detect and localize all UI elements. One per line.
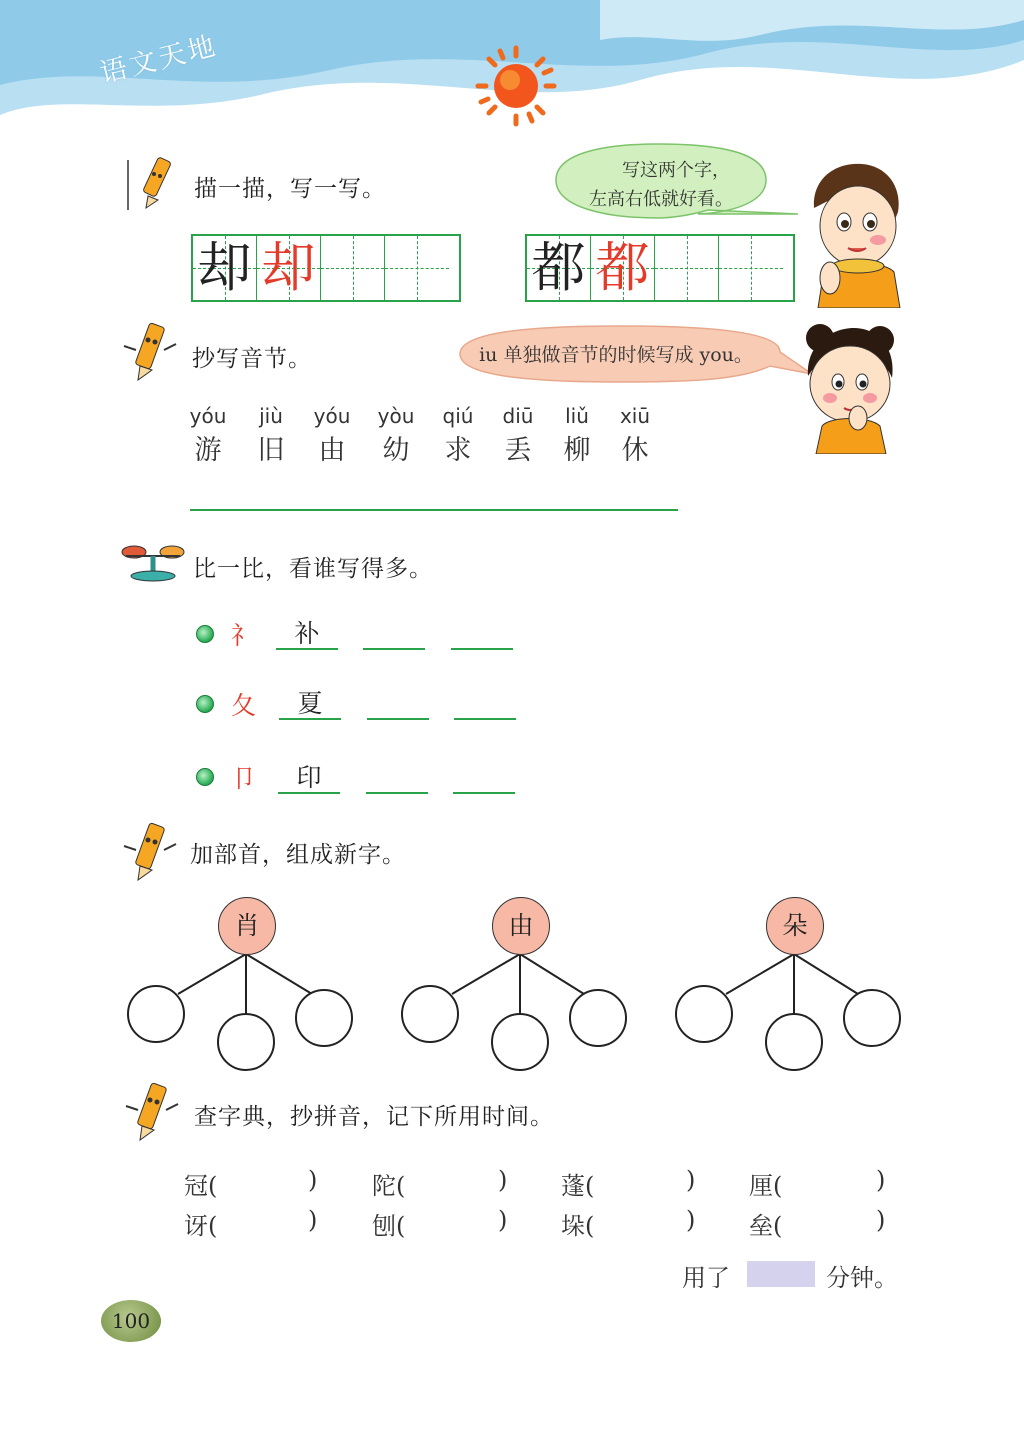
root-char-circle: 朵 [766, 897, 824, 955]
bullet-dot [196, 695, 214, 713]
dict-char: 蓬( [561, 1172, 595, 1200]
tracing-grid-dou [525, 234, 795, 302]
dict-close-paren: ) [308, 1166, 318, 1194]
example-char: 印 [278, 758, 340, 794]
pencil-character-icon [118, 320, 182, 384]
section2-title: 抄写音节。 [192, 346, 312, 372]
hanzi-char: 由 [318, 435, 346, 466]
answer-circle [402, 986, 458, 1042]
pinyin-label: yóu [189, 404, 227, 428]
girl-character-illustration [800, 318, 900, 454]
answer-circle [676, 986, 732, 1042]
copy-writing-line[interactable] [190, 509, 678, 511]
example-char: 夏 [279, 684, 341, 720]
boy-character-illustration [808, 160, 904, 308]
model-char: 却 [261, 236, 316, 299]
dict-char: 讶( [184, 1212, 218, 1240]
section4-title: 加部首，组成新字。 [190, 842, 406, 868]
bubble-line1: 写这两个字， [622, 160, 730, 181]
writing-cell[interactable] [385, 236, 449, 300]
time-suffix-label: 分钟。 [826, 1264, 898, 1292]
pinyin-label: diū [502, 404, 534, 428]
radical-label: 卩 [231, 764, 257, 793]
tracing-grid-que [191, 234, 461, 302]
hanzi-char: 丢 [504, 435, 532, 466]
answer-circle [218, 1014, 274, 1070]
answer-blank[interactable] [451, 614, 513, 650]
root-char-circle: 由 [492, 897, 550, 955]
dict-char: 厘( [749, 1172, 783, 1200]
answer-circle [570, 990, 626, 1046]
pencil-pen-icon [124, 152, 184, 212]
time-prefix-label: 用了 [682, 1264, 730, 1292]
hanzi-char: 幼 [382, 435, 410, 466]
answer-circle [766, 1014, 822, 1070]
radical-label: 夂 [231, 691, 257, 720]
pinyin-label: yòu [377, 404, 415, 428]
hanzi-char: 休 [621, 435, 649, 466]
dict-char: 刨( [372, 1212, 406, 1240]
dict-char: 垒( [749, 1212, 783, 1240]
pinyin-label: qiú [442, 404, 474, 428]
model-char: 都 [595, 236, 650, 299]
dict-char: 垛( [561, 1212, 595, 1240]
writing-cell[interactable] [655, 236, 719, 300]
answer-blank[interactable] [363, 614, 425, 650]
pencil-character-icon [118, 820, 182, 884]
dict-close-paren: ) [876, 1166, 886, 1194]
speech-bubble-iu: iu 单独做音节的时候写成 you。 [479, 344, 753, 366]
hanzi-char: 求 [444, 435, 472, 466]
root-char-circle: 肖 [218, 897, 276, 955]
dict-close-paren: ) [498, 1206, 508, 1234]
pinyin-label: liǔ [565, 404, 589, 428]
answer-circle [296, 990, 352, 1046]
page-number-badge: 100 [101, 1300, 161, 1342]
section1-title: 描一描，写一写。 [194, 176, 386, 202]
dict-close-paren: ) [686, 1166, 696, 1194]
example-char: 补 [276, 614, 338, 650]
answer-circle [844, 990, 900, 1046]
answer-blank[interactable] [454, 684, 516, 720]
pinyin-label: xiū [619, 404, 651, 428]
bullet-dot [196, 625, 214, 643]
hanzi-char: 游 [194, 435, 222, 466]
pinyin-label: yóu [313, 404, 351, 428]
answer-circle [492, 1014, 548, 1070]
dict-char: 陀( [372, 1172, 406, 1200]
section5-title: 查字典，抄拼音，记下所用时间。 [194, 1104, 554, 1130]
answer-blank[interactable] [367, 684, 429, 720]
pencil-character-icon [120, 1080, 184, 1144]
balance-scale-icon [120, 536, 186, 582]
writing-cell[interactable] [321, 236, 385, 300]
bullet-dot [196, 768, 214, 786]
sun-icon [474, 44, 558, 128]
dict-close-paren: ) [308, 1206, 318, 1234]
hanzi-char: 柳 [563, 435, 591, 466]
hanzi-char: 旧 [257, 435, 285, 466]
pinyin-label: jiù [259, 404, 283, 428]
dict-close-paren: ) [498, 1166, 508, 1194]
answer-blank[interactable] [453, 758, 515, 794]
header-title: 语文天地 [96, 30, 221, 90]
time-input-box[interactable] [747, 1261, 815, 1287]
speech-bubble-tip [566, 156, 756, 214]
writing-cell[interactable] [719, 236, 783, 300]
radical-label: 礻 [231, 621, 257, 650]
header-banner [0, 0, 1024, 140]
trace-char: 却 [197, 236, 252, 299]
dict-close-paren: ) [876, 1206, 886, 1234]
dict-close-paren: ) [686, 1206, 696, 1234]
answer-circle [128, 986, 184, 1042]
dict-char: 冠( [184, 1172, 218, 1200]
answer-blank[interactable] [366, 758, 428, 794]
trace-char: 都 [531, 236, 586, 299]
bubble-line2: 左高右低就好看。 [589, 189, 733, 210]
section3-title: 比一比，看谁写得多。 [193, 556, 433, 582]
